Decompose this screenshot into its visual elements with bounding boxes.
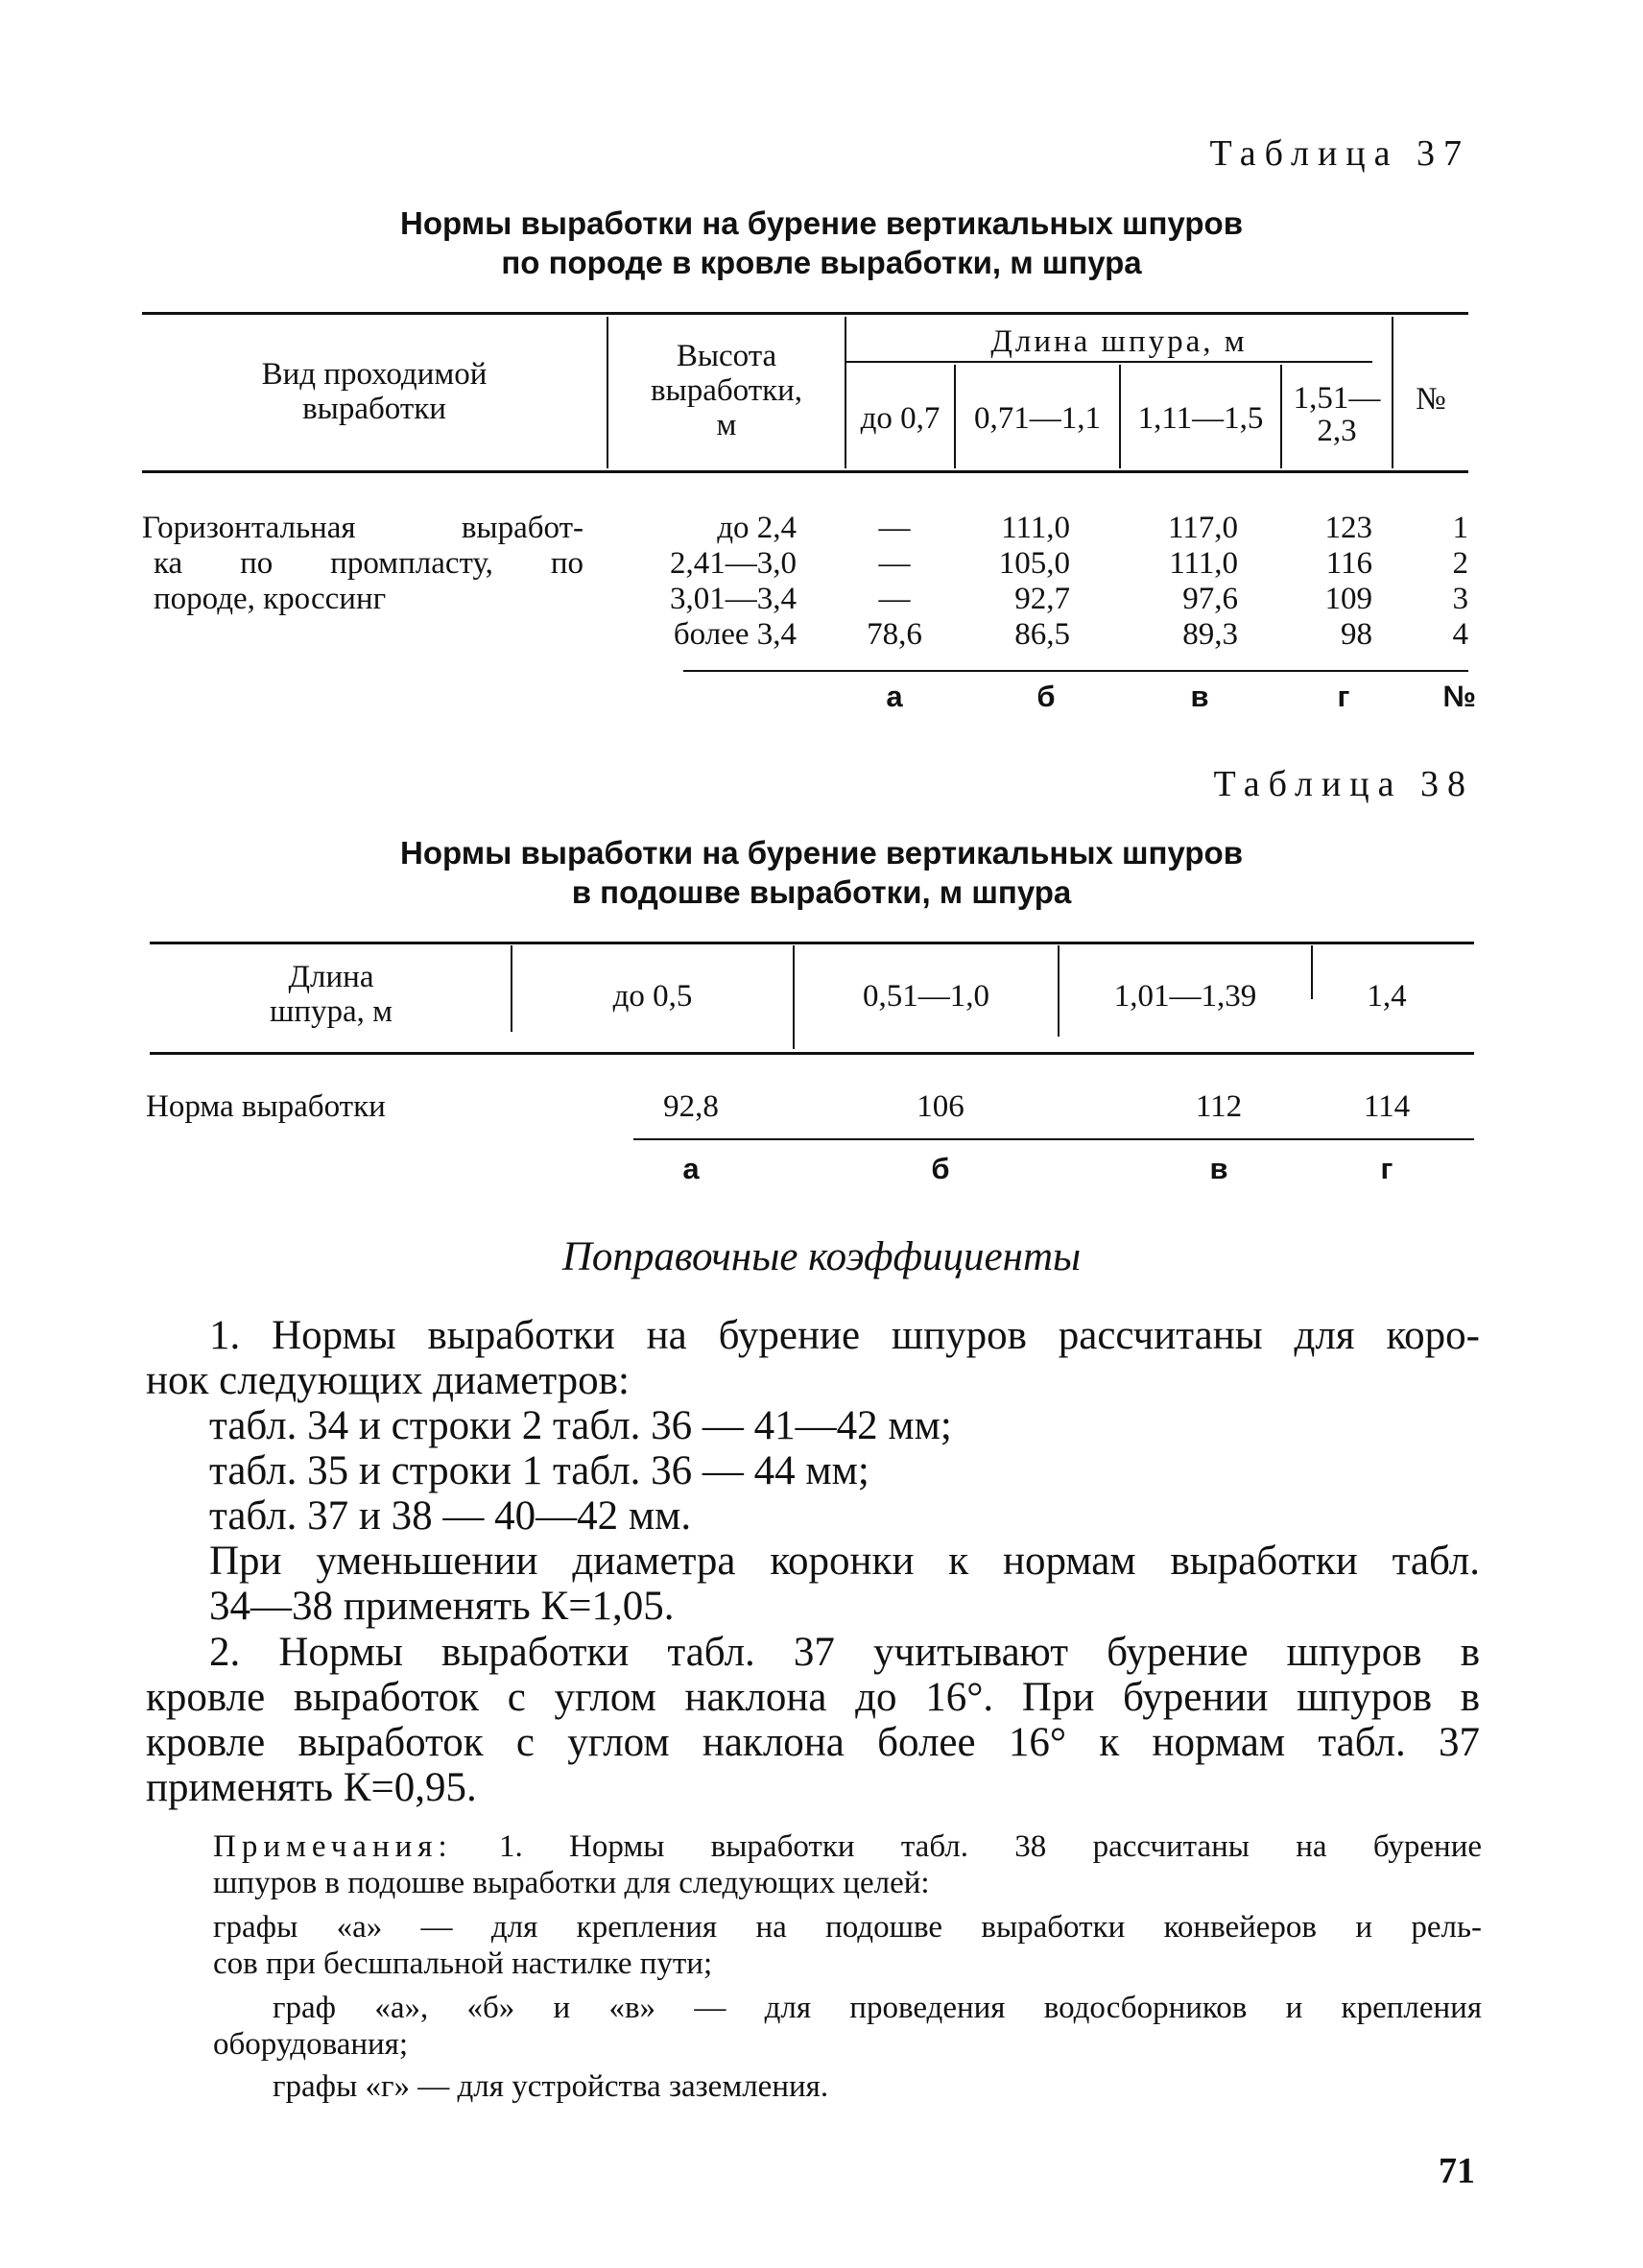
table38-value: 114: [1363, 1089, 1411, 1124]
table38-col: до 0,5: [612, 979, 693, 1014]
table38-value: 106: [917, 1089, 964, 1124]
table37-val-b: 111,0: [1001, 511, 1070, 545]
notes-line-2: шпуров в подошве выработки для следующих целей:: [213, 1866, 930, 1900]
notes-label: Примечания:: [213, 1829, 453, 1864]
table37-val-b: 105,0: [998, 546, 1070, 581]
table37-col-len-a: до 0,7: [860, 401, 941, 436]
coefficients-title: Поправочные коэффициенты: [561, 1234, 1082, 1279]
table38-title-line1: Нормы выработки на бурение вертикальных шпуров: [400, 835, 1243, 871]
table38-value: 92,8: [663, 1089, 719, 1124]
table37-height: 2,41—3,0: [670, 546, 797, 581]
table38-letter: а: [682, 1152, 700, 1185]
table37-col-len-c: 1,11—1,5: [1137, 401, 1264, 436]
notes-item-g: графы «г» — для устройства заземления.: [273, 2069, 829, 2104]
notes-line-1: Примечания: 1. Нормы выработки табл. 38 рассчитаны на бурение: [213, 1829, 1483, 1864]
table38-letter: б: [931, 1152, 950, 1185]
table37-height: до 2,4: [717, 511, 797, 545]
table37-letter: №: [1442, 680, 1476, 713]
table37-title: [0, 203, 1643, 282]
table38-label: Таблица 38: [1213, 764, 1474, 804]
table37-val-a: —: [878, 582, 911, 616]
table37-col-len-d: 1,51— 2,3: [1293, 381, 1381, 448]
coefficients-paragraph-1: 1. Нормы выработки на бурение шпуров рассчитаны для коро- нок следующих диаметров: табл. 34 и строки 2 табл. 36 — 41—42 мм; табл. 35 и строки 1 табл. 36 — 44 мм; табл. 37 и 38 — 40—42 мм. При уменьшении диаметра коронки к нормам выработки табл. 34—38 применять К=1,05.: [146, 1313, 1480, 1629]
table37-col-type: Вид проходимой выработки: [261, 357, 488, 426]
table37-letter: б: [1036, 680, 1056, 713]
table38-vsep: [511, 945, 512, 1032]
table37-num: 2: [1452, 546, 1468, 581]
table38-header-rule: [150, 1052, 1474, 1055]
table38-title-line2: в подошве выработки, м шпура: [571, 874, 1072, 910]
table38-col-head: Длина шпура, м: [269, 960, 393, 1029]
table37-letter: а: [886, 680, 903, 713]
table37-letter: г: [1337, 680, 1350, 713]
table37-val-a: —: [878, 546, 911, 581]
table37-vsep: [607, 317, 608, 468]
table38-value: 112: [1195, 1089, 1243, 1124]
table37-val-a: —: [878, 511, 911, 545]
table38-vsep: [793, 945, 795, 1049]
table37-height: 3,01—3,4: [670, 582, 797, 616]
page-number: 71: [1439, 2151, 1475, 2191]
table38-vsep: [1311, 945, 1313, 999]
notes-item-a: графы «а» — для крепления на подошве выработки конвейеров и рель-: [213, 1910, 1482, 1945]
table37-row-type: Горизонтальная выработ- ка по промпласту, по породе, кроссинг: [142, 511, 583, 616]
notes-item-a-cont: сов при бесшпальной настилке пути;: [213, 1946, 713, 1981]
table37-letter: в: [1190, 680, 1209, 713]
table37-header-rule: [142, 470, 1468, 473]
table38-data-rule: [633, 1138, 1474, 1140]
table38-letter: г: [1380, 1152, 1393, 1185]
table37-data-rule: [683, 670, 1468, 672]
table38-vsep: [1058, 945, 1060, 1037]
table37-length-rule: [846, 361, 1372, 363]
notes-item-abv: граф «а», «б» и «в» — для проведения водосборников и крепления: [273, 1991, 1482, 2025]
table37-val-c: 111,0: [1169, 546, 1238, 581]
table37-val-b: 86,5: [1014, 617, 1070, 652]
table37-top-rule: [142, 312, 1468, 315]
table38-top-rule: [150, 942, 1474, 944]
table37-num: 4: [1452, 617, 1468, 652]
table38-title: [0, 833, 1643, 912]
table37-title-line1: Нормы выработки на бурение вертикальных шпуров: [400, 205, 1243, 241]
table37-val-b: 92,7: [1014, 582, 1070, 616]
table37-val-a: 78,6: [867, 617, 922, 652]
table38-col: 0,51—1,0: [863, 979, 989, 1014]
table37-num: 3: [1452, 582, 1468, 616]
table37-val-d: 116: [1325, 546, 1372, 581]
table37-val-c: 97,6: [1182, 582, 1238, 616]
table38-letter: в: [1209, 1152, 1228, 1185]
table37-num: 1: [1452, 511, 1468, 545]
table37-val-c: 89,3: [1182, 617, 1238, 652]
table37-val-d: 98: [1341, 617, 1372, 652]
table37-val-c: 117,0: [1167, 511, 1238, 545]
table37-val-d: 123: [1324, 511, 1372, 545]
table38-col: 1,01—1,39: [1113, 979, 1257, 1014]
table38-row-label: Норма выработки: [146, 1089, 386, 1124]
table37-col-length: Длина шпура, м: [990, 324, 1248, 359]
table37-col-height: Высота выработки, м: [650, 339, 803, 442]
table37-title-line2: по породе в кровле выработки, м шпура: [501, 245, 1142, 280]
notes-item-abv-cont: оборудования;: [213, 2027, 409, 2062]
table37-vsep: [845, 317, 846, 468]
table37-label: Таблица 37: [1209, 133, 1470, 174]
table38-col: 1,4: [1367, 979, 1407, 1014]
table37-col-len-b: 0,71—1,1: [974, 401, 1101, 436]
table37-height: более 3,4: [673, 617, 797, 652]
coefficients-paragraph-2: 2. Нормы выработки табл. 37 учитывают бурение шпуров в кровле выработок с углом наклона до 16°. При бурении шпуров в кровле выработок с углом наклона более 16° к нормам табл. 37 применять К=0,95.: [146, 1630, 1480, 1810]
table37-val-d: 109: [1324, 582, 1372, 616]
table37-col-num: №: [1416, 382, 1446, 417]
